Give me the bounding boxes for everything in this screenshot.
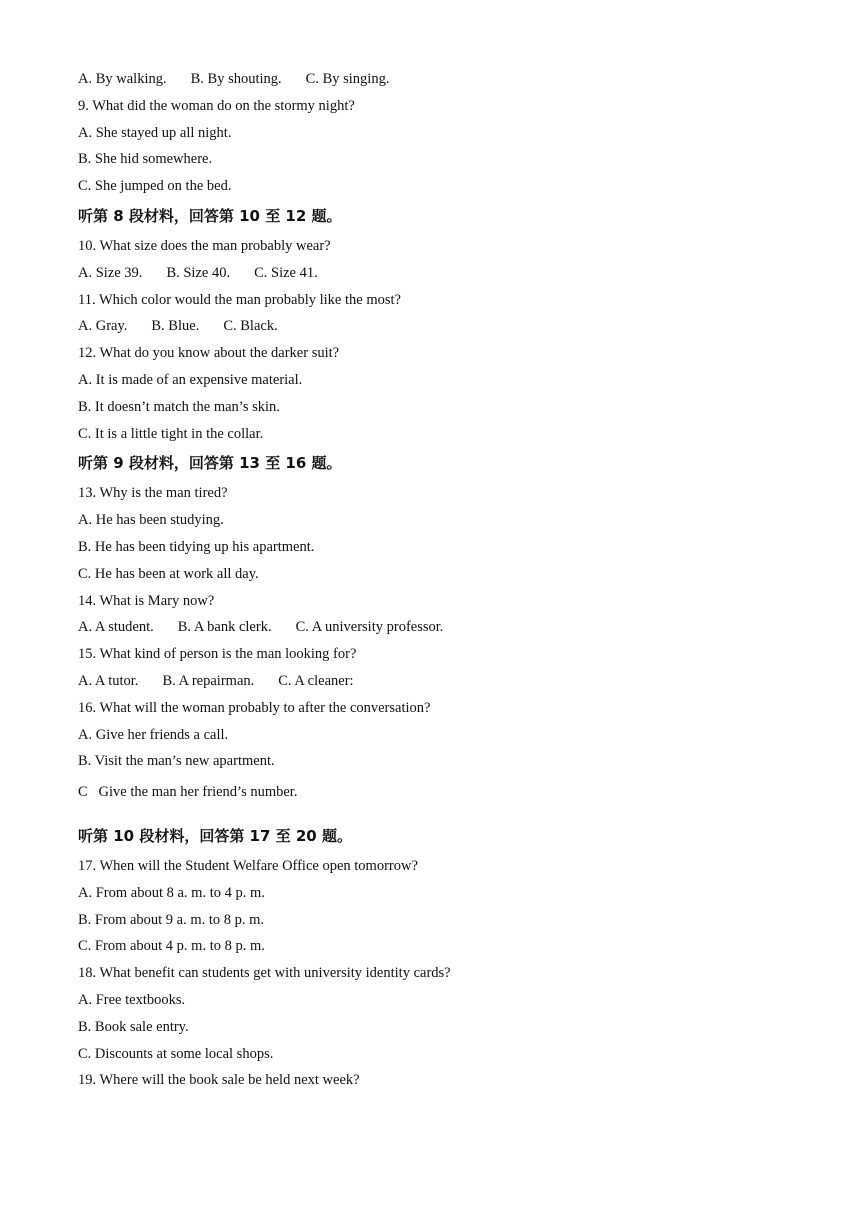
answer-option: C. She jumped on the bed. <box>78 178 232 195</box>
question-text: 11. Which color would the man probably like the most? <box>78 291 401 308</box>
option-text: A. A student. <box>78 619 154 636</box>
question-text: 14. What is Mary now? <box>78 592 215 609</box>
question-text: 9. What did the woman do on the stormy night? <box>78 97 355 114</box>
answer-option: B. Book sale entry. <box>78 1018 189 1035</box>
answer-option: C. It is a little tight in the collar. <box>78 425 264 442</box>
answer-option: A. From about 8 a. m. to 4 p. m. <box>78 884 265 901</box>
option-text: A. Size 39. <box>78 264 143 281</box>
question-text: 13. Why is the man tired? <box>78 485 228 502</box>
option-text: C. By singing. <box>305 71 390 87</box>
option-text: B. A repairman. <box>162 672 255 689</box>
options-row <box>78 668 818 695</box>
answer-option: A. She stayed up all night. <box>78 124 232 141</box>
options-row <box>78 614 818 641</box>
question-text: 16. What will the woman probably to after the conversation? <box>78 699 431 716</box>
answer-option: A. Free textbooks. <box>78 991 186 1008</box>
options-row <box>78 260 818 287</box>
answer-option: A. He has been studying. <box>78 512 224 529</box>
document-page <box>78 66 818 1094</box>
option-text: C. Size 41. <box>254 264 318 281</box>
question-text: 10. What size does the man probably wear? <box>78 237 331 254</box>
answer-option: C. From about 4 p. m. to 8 p. m. <box>78 938 265 955</box>
section-heading: 听第 8 段材料，回答第 10 至 12 题。 <box>78 206 342 225</box>
option-text: A. By walking. <box>78 71 167 87</box>
option-text: B. A bank clerk. <box>177 619 272 636</box>
option-text: A. Gray. <box>78 318 128 335</box>
answer-option: B. Visit the man’s new apartment. <box>78 753 275 770</box>
option-text: B. Blue. <box>151 318 200 335</box>
answer-option: B. She hid somewhere. <box>78 151 213 168</box>
answer-option: C. Discounts at some local shops. <box>78 1045 274 1062</box>
question-text: 12. What do you know about the darker suit? <box>78 345 340 362</box>
question-text: 19. Where will the book sale be held next week? <box>78 1072 360 1089</box>
option-text: A. A tutor. <box>78 672 139 689</box>
answer-option: B. He has been tidying up his apartment. <box>78 538 315 555</box>
option-text: B. Size 40. <box>166 264 231 281</box>
answer-option: A. Give her friends a call. <box>78 726 229 743</box>
option-text: C. A university professor. <box>295 619 444 636</box>
answer-option: B. From about 9 a. m. to 8 p. m. <box>78 911 265 928</box>
option-text: C. Black. <box>223 318 278 335</box>
options-row <box>78 66 818 93</box>
question-text: 17. When will the Student Welfare Office open tomorrow? <box>78 857 418 874</box>
options-row <box>78 313 818 340</box>
answer-option: B. It doesn’t match the man’s skin. <box>78 398 280 415</box>
option-text: C. A cleaner: <box>278 672 354 689</box>
question-text: 15. What kind of person is the man looking for? <box>78 646 357 663</box>
section-heading: 听第 10 段材料，回答第 17 至 20 题。 <box>78 826 352 845</box>
answer-option: C Give the man her friend’s number. <box>78 784 298 801</box>
option-text: B. By shouting. <box>190 71 282 87</box>
answer-option: C. He has been at work all day. <box>78 565 259 582</box>
answer-option: A. It is made of an expensive material. <box>78 371 303 388</box>
section-heading: 听第 9 段材料，回答第 13 至 16 题。 <box>78 454 342 473</box>
question-text: 18. What benefit can students get with university identity cards? <box>78 965 451 982</box>
